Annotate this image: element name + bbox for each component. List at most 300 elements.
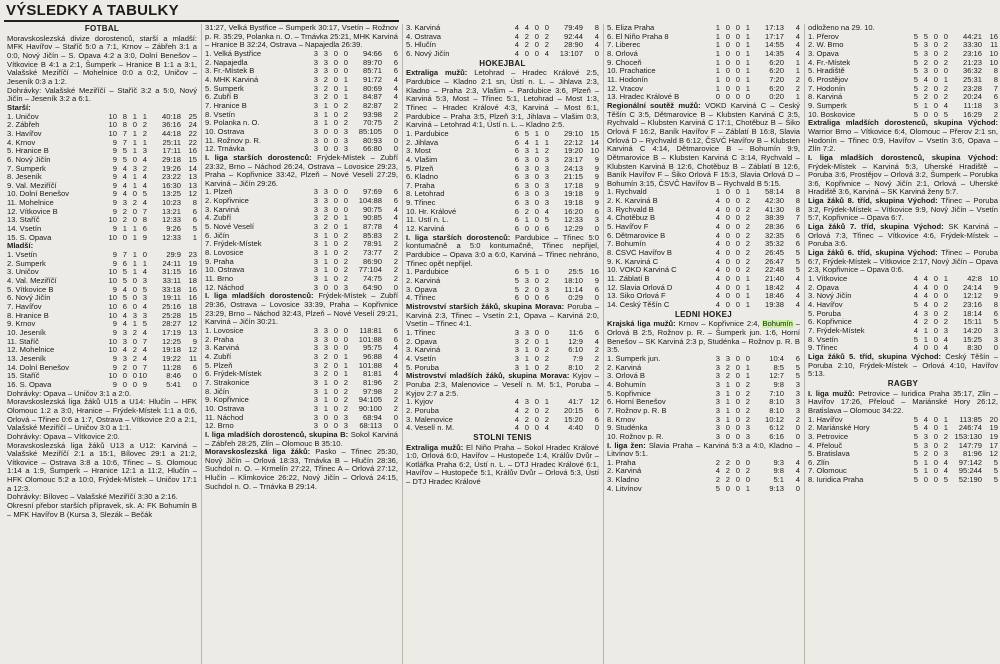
table-cell: 1	[192, 233, 197, 242]
table-cell: 16	[188, 285, 197, 294]
table-cell: 1	[343, 75, 348, 84]
table-cell: 4	[943, 467, 948, 476]
table-row	[406, 216, 599, 225]
table-cell: 6	[393, 197, 398, 206]
table-row	[607, 67, 800, 76]
table-cell: 16	[590, 268, 599, 277]
table-cell: 2	[132, 328, 137, 337]
team-name: 10. Prachatice	[607, 67, 656, 76]
team-name: 2. W. Brno	[808, 41, 844, 50]
table-cell: 85:105	[358, 127, 382, 136]
result-paragraph: Mistrovství starších žáků, skupina Morava: Poruba – Karviná 2:3, Třinec – Vsetín 2:1, Opava – Karviná 2:0, Vsetín – Třinec 4:1.	[406, 303, 599, 329]
team-name: 11. Záblatí B	[607, 275, 650, 284]
table-cell: 7	[142, 363, 147, 372]
table-cell: 4	[514, 398, 519, 407]
table-cell: 5	[795, 257, 800, 266]
table-cell: 3	[122, 328, 127, 337]
result-paragraph: I. liga žen: Slavia Praha – Karviná 5:3 a 4:0, Kladno – Litvínov 5:1.	[607, 441, 800, 459]
table-cell: 23	[188, 251, 197, 260]
table-cell: 80:69	[362, 84, 382, 93]
table-row	[205, 85, 398, 94]
table-cell: 0	[725, 214, 730, 223]
table-row	[607, 372, 800, 381]
table-cell: 1	[323, 119, 328, 128]
table-cell: 0	[725, 432, 730, 441]
table-cell: 2	[323, 75, 328, 84]
team-name: 15. S. Opava	[7, 233, 52, 242]
team-name: 5. Hlučín	[406, 41, 436, 50]
table-cell: 2	[343, 249, 348, 258]
table-cell: 2	[393, 275, 398, 284]
table-cell: 0	[333, 361, 338, 370]
table-cell: 2	[142, 121, 147, 130]
table-cell: 8	[192, 199, 197, 208]
table-cell: 0	[333, 344, 338, 353]
table-cell: 0	[725, 93, 730, 102]
table-cell: 1	[745, 275, 750, 284]
table-cell: 0	[735, 301, 740, 309]
table-cell: 4	[122, 285, 127, 294]
team-name: 6. Zlín	[808, 458, 830, 467]
result-paragraph: Liga žáků 7. tříd, skupina Východ: SK Karviná – Orlová 7:3, Třinec – Vítkovice 4:6, Frýdek-Místek – Poruba 3:6.	[808, 223, 998, 249]
table-row	[607, 41, 800, 50]
team-name: 10. Boskovice	[808, 110, 856, 119]
table-row	[205, 422, 398, 431]
team-name: 5. Plzeň	[406, 164, 434, 173]
table-cell: 0	[933, 318, 938, 327]
table-cell: 0	[745, 458, 750, 467]
table-row	[607, 214, 800, 223]
table-cell: 19:22	[161, 354, 181, 363]
table-cell: 0	[933, 58, 938, 67]
table-row	[607, 33, 800, 42]
table-cell: 3	[725, 354, 730, 363]
table-cell: 13	[188, 173, 197, 182]
table-cell: 9	[112, 181, 117, 190]
table-cell: 2	[544, 147, 549, 156]
table-cell: 1	[323, 240, 328, 249]
table-cell: 0	[534, 155, 539, 164]
table-row	[7, 346, 197, 355]
table-row	[205, 249, 398, 258]
table-cell: 0	[192, 380, 197, 389]
table-cell: 0	[333, 84, 338, 93]
table-cell: 5:41	[166, 380, 181, 389]
team-name: 9. Studénka	[607, 424, 648, 433]
table-cell: 5	[913, 32, 918, 41]
table-cell: 3	[795, 380, 800, 389]
table-cell: 1	[132, 233, 137, 242]
table-cell: 0	[323, 422, 328, 431]
table-row	[406, 173, 599, 182]
table-cell: 6	[393, 335, 398, 344]
table-cell: 9	[993, 283, 998, 292]
table-cell: 19	[989, 424, 998, 433]
table-cell: 0	[725, 257, 730, 266]
table-cell: 0	[933, 344, 938, 353]
table-cell: 3	[323, 67, 328, 76]
table-cell: 3	[524, 164, 529, 173]
table-cell: 0	[725, 84, 730, 93]
table-cell: 4	[594, 32, 599, 41]
table-cell: 3	[122, 199, 127, 208]
table-cell: 11:28	[162, 363, 181, 372]
table-cell: 0	[534, 41, 539, 50]
table-cell: 5	[544, 216, 549, 225]
table-cell: 77:104	[358, 266, 382, 275]
table-row	[205, 223, 398, 232]
table-cell: 0	[933, 467, 938, 476]
table-cell: 2	[725, 372, 730, 381]
table-cell: 7:20	[769, 75, 784, 84]
table-cell: 13	[188, 328, 197, 337]
table-row	[7, 121, 197, 130]
column-3	[402, 24, 599, 664]
table-row	[406, 182, 599, 191]
table-cell: 0	[715, 93, 720, 102]
table-cell: 2	[745, 266, 750, 275]
table-row	[808, 344, 998, 353]
table-cell: 6	[993, 93, 998, 102]
table-cell: 9	[112, 173, 117, 182]
table-cell: 0	[343, 205, 348, 214]
table-cell: 6	[795, 240, 800, 249]
table-cell: 4	[943, 458, 948, 467]
table-cell: 11:18	[963, 101, 982, 110]
table-cell: 3	[132, 164, 137, 173]
table-cell: 3	[544, 173, 549, 182]
table-cell: 3	[313, 188, 318, 197]
table-cell: 6	[514, 216, 519, 225]
table-cell: 1	[132, 268, 137, 277]
team-name: 4. Přelouč	[808, 441, 843, 450]
table-cell: 5	[715, 484, 720, 493]
table-cell: 0	[534, 225, 539, 234]
table-cell: 4	[524, 24, 529, 32]
table-cell: 9	[112, 164, 117, 173]
table-row	[607, 433, 800, 442]
table-cell: 33:30	[962, 41, 982, 50]
table-cell: 1	[132, 320, 137, 329]
table-cell: 10:12	[764, 415, 784, 424]
table-cell: 2	[594, 354, 599, 363]
table-row	[7, 338, 197, 347]
table-cell: 21:15	[563, 173, 583, 182]
table-cell: 3	[313, 335, 318, 344]
table-cell: 2	[132, 199, 137, 208]
table-cell: 1	[132, 147, 137, 156]
result-paragraph: I. liga starších dorostenců: Frýdek-Místek – Zubří 23:32, Brno – Náchod 26:24, Ostrava – Lovosice 29:23, Praha – Kopřivnice 33:42, Plzeň – Nové Veselí 27:29, Karviná – Jičín 29:26.	[205, 153, 398, 188]
table-row	[205, 284, 398, 293]
table-cell: 2	[343, 275, 348, 284]
table-cell: 1	[323, 266, 328, 275]
table-cell: 10	[108, 303, 117, 311]
table-cell: 3	[715, 415, 720, 424]
table-cell: 3	[313, 145, 318, 154]
table-cell: 5	[913, 432, 918, 441]
table-row	[607, 76, 800, 85]
table-cell: 6	[122, 303, 127, 311]
table-cell: 4	[142, 268, 147, 277]
team-name: 3. Fr.-Místek B	[205, 67, 255, 76]
team-name: 6. Nový Jičín	[7, 155, 51, 164]
table-row	[205, 405, 398, 414]
section-heading: HOKEJBAL	[479, 59, 526, 68]
team-name: 4. Vlašim	[406, 155, 438, 164]
team-name: 4. Vsetín	[406, 354, 436, 363]
table-cell: 2	[745, 398, 750, 407]
table-cell: 1	[544, 398, 549, 407]
table-cell: 0	[933, 41, 938, 50]
table-cell: 1	[323, 257, 328, 266]
table-cell: 2	[544, 363, 549, 372]
table-cell: 0	[735, 41, 740, 50]
table-cell: 96:88	[362, 352, 382, 361]
table-cell: 10	[108, 268, 117, 277]
table-cell: 4	[142, 346, 147, 355]
table-cell: 2	[323, 84, 328, 93]
table-cell: 92:44	[563, 32, 583, 41]
table-cell: 4	[795, 32, 800, 41]
table-cell: 3	[524, 199, 529, 208]
table-cell: 0	[594, 225, 599, 234]
table-cell: 0	[132, 277, 137, 286]
table-cell: 10	[108, 372, 117, 381]
table-cell: 93:98	[362, 110, 382, 119]
table-cell: 6	[514, 173, 519, 182]
table-cell: 3	[323, 344, 328, 353]
table-cell: 2	[524, 207, 529, 216]
team-name: 5. Plzeň	[205, 361, 233, 370]
team-name: 8. Letohrad	[406, 190, 445, 199]
table-cell: 4	[943, 335, 948, 344]
table-cell: 4	[544, 207, 549, 216]
table-cell: 1	[132, 181, 137, 190]
table-cell: 10	[108, 294, 117, 303]
table-row	[607, 249, 800, 258]
table-row	[607, 93, 800, 102]
table-cell: 0	[735, 372, 740, 381]
table-cell: 12:12	[962, 292, 982, 301]
table-cell: 2	[745, 415, 750, 424]
table-cell: 17:11	[162, 147, 181, 156]
table-cell: 0	[725, 301, 730, 309]
table-row	[406, 286, 599, 295]
table-cell: 0	[735, 398, 740, 407]
table-cell: 4	[715, 197, 720, 206]
table-cell: 0	[343, 58, 348, 67]
table-cell: 0	[735, 292, 740, 301]
table-cell: 10	[989, 58, 998, 67]
table-cell: 2	[393, 387, 398, 396]
table-cell: 0	[735, 432, 740, 441]
table-cell: 85:71	[362, 67, 382, 76]
table-cell: 9	[142, 233, 147, 242]
table-cell: 26:45	[764, 249, 784, 258]
table-cell: 3	[715, 398, 720, 407]
table-cell: 2	[544, 277, 549, 286]
team-name: 1. Přerov	[808, 32, 839, 41]
table-cell: 24:11	[162, 259, 181, 268]
team-name: 7. Hodonín	[808, 84, 846, 93]
table-cell: 73:77	[362, 249, 382, 258]
table-cell: 0	[393, 413, 398, 422]
table-cell: 1	[534, 268, 539, 277]
table-cell: 6	[514, 268, 519, 277]
table-cell: 3	[524, 277, 529, 286]
team-name: 8. Vsetín	[205, 110, 235, 119]
table-cell: 0	[725, 24, 730, 32]
table-cell: 18:42	[764, 283, 784, 292]
table-cell: 0	[333, 188, 338, 197]
table-row	[7, 190, 197, 199]
table-cell: 6	[594, 406, 599, 415]
table-cell: 1	[323, 275, 328, 284]
table-cell: 7	[122, 138, 127, 147]
table-cell: 4	[142, 328, 147, 337]
table-cell: 0	[725, 283, 730, 292]
table-cell: 3	[313, 110, 318, 119]
page-title: VÝSLEDKY A TABULKY	[6, 2, 179, 19]
table-cell: 5	[122, 268, 127, 277]
table-cell: 2	[795, 415, 800, 424]
table-cell: 101:88	[358, 361, 382, 370]
table-row	[607, 476, 800, 485]
table-cell: 5	[913, 424, 918, 433]
table-cell: 0	[735, 205, 740, 214]
table-cell: 6	[795, 223, 800, 232]
table-cell: 0	[343, 67, 348, 76]
table-cell: 1	[343, 223, 348, 232]
table-row	[607, 59, 800, 68]
table-cell: 5	[795, 249, 800, 258]
table-cell: 10	[590, 147, 599, 156]
table-row	[205, 119, 398, 128]
table-cell: 1	[534, 147, 539, 156]
result-paragraph: Moravskoslezská liga žáků U13 a U12: Karviná – Valašské Meziříčí 2:1 a 15:1, Bílovec 29:1 a 21:2, Vítkovice – Ostrava 3:8 a 10:6, Třinec – S. Olomouc 1:14 a 1:9, Šumperk – Hranice 12:1 a 11:2, Hlučín – HFK Olomouc 5:2 a 10:0, Frýdek-Místek – Uničov 17:1 a 12:3.	[7, 441, 197, 493]
result-paragraph: I. liga mladších dorostenců, skupina Východ: Frýdek-Místek – Karviná 5:3, Uherské Hradiště – Poruba 3:6, Prostějov – Orlová 3:2, Šumperk – Porubka 3:6, Kopřivnice – Nový Jičín 2:1, Orlová – Uherské Hradiště 3:6, Karviná – SK Karviná ženy 5:7.	[808, 153, 998, 197]
table-cell: 2	[745, 257, 750, 266]
team-name: 6. Prostějov	[808, 75, 849, 84]
table-row	[808, 284, 998, 293]
table-cell: 0	[735, 266, 740, 275]
table-cell: 4	[795, 458, 800, 467]
table-cell: 5	[913, 41, 918, 50]
table-cell: 1	[343, 84, 348, 93]
table-cell: 16:30	[161, 181, 181, 190]
table-cell: 42:30	[764, 197, 784, 206]
table-cell: 1	[343, 214, 348, 223]
table-cell: 0	[923, 476, 928, 485]
table-cell: 94:66	[362, 49, 382, 58]
table-cell: 44:18	[161, 129, 181, 138]
table-cell: 94:105	[358, 396, 382, 405]
table-cell: 0	[725, 197, 730, 206]
table-cell: 25:16	[161, 303, 181, 311]
table-cell: 0	[534, 32, 539, 41]
table-cell: 2	[544, 406, 549, 415]
table-cell: 5	[913, 415, 918, 424]
table-cell: 4	[715, 223, 720, 232]
table-cell: 0	[725, 266, 730, 275]
table-row	[205, 240, 398, 249]
table-cell: 4	[393, 84, 398, 93]
table-cell: 0	[333, 249, 338, 258]
table-cell: 3	[795, 398, 800, 407]
table-cell: 2	[323, 361, 328, 370]
table-cell: 25:31	[962, 75, 982, 84]
table-cell: 0	[795, 424, 800, 433]
table-cell: 33:18	[161, 285, 181, 294]
table-cell: 81:96	[962, 450, 982, 459]
table-cell: 6	[514, 294, 519, 303]
table-cell: 10:23	[161, 199, 181, 208]
table-cell: 2	[343, 110, 348, 119]
table-cell: 12	[989, 450, 998, 459]
team-name: 1. Rychvald	[607, 188, 647, 197]
table-row	[406, 130, 599, 139]
table-cell: 79:49	[563, 24, 583, 32]
table-cell: 2	[745, 197, 750, 206]
table-cell: 6	[514, 199, 519, 208]
table-cell: 1	[524, 216, 529, 225]
table-cell: 0	[544, 328, 549, 337]
team-name: 11. Rožnov p. R.	[205, 136, 261, 145]
table-cell: 52:190	[958, 476, 982, 485]
table-row	[406, 139, 599, 148]
table-cell: 18	[188, 277, 197, 286]
table-row	[808, 450, 998, 459]
table-cell: 3	[524, 147, 529, 156]
table-cell: 6	[544, 294, 549, 303]
table-cell: 28:27	[161, 320, 181, 329]
table-cell: 3	[524, 190, 529, 199]
table-cell: 2	[323, 352, 328, 361]
table-cell: 22:12	[563, 138, 583, 147]
table-cell: 1	[795, 67, 800, 76]
table-cell: 4	[514, 406, 519, 415]
table-row	[808, 310, 998, 319]
table-cell: 0	[534, 285, 539, 294]
table-row	[7, 147, 197, 156]
table-cell: 1	[745, 67, 750, 76]
table-cell: 1	[323, 231, 328, 240]
table-cell: 7	[142, 337, 147, 346]
team-name: 13. Hradec Králové B	[607, 93, 680, 102]
table-row	[406, 398, 599, 407]
table-cell: 3	[343, 127, 348, 136]
table-cell: 5	[993, 467, 998, 476]
table-cell: 6	[393, 67, 398, 76]
table-cell: 21:23	[962, 58, 982, 67]
table-row	[205, 232, 398, 241]
table-cell: 2	[323, 214, 328, 223]
table-cell: 0	[333, 93, 338, 102]
table-cell: 1	[725, 389, 730, 398]
table-row	[205, 197, 398, 206]
table-cell: 0	[933, 110, 938, 119]
team-name: 3. Orlová B	[607, 372, 645, 381]
table-cell: 0	[725, 292, 730, 301]
table-cell: 19:26	[161, 164, 181, 173]
team-name: 12. Vítkovice B	[7, 207, 58, 216]
table-row	[808, 301, 998, 310]
table-cell: 17:13	[764, 24, 784, 32]
table-cell: 5	[913, 476, 918, 485]
table-row	[7, 372, 197, 381]
table-cell: 2	[393, 231, 398, 240]
table-row	[406, 225, 599, 234]
